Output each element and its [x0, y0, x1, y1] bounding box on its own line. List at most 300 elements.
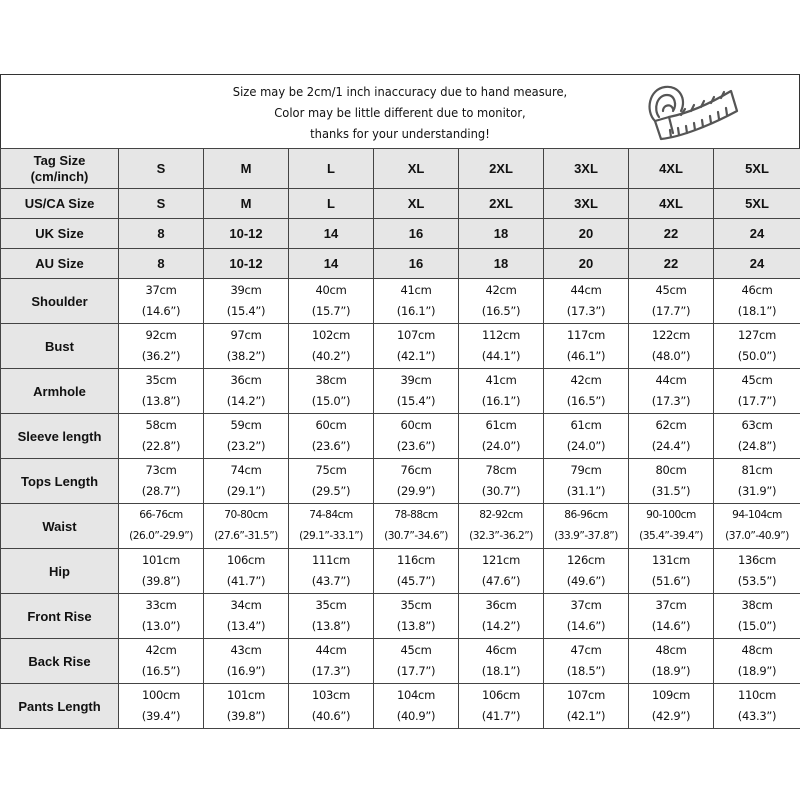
size-cell: 14 — [289, 219, 374, 249]
cm-value: 101cm — [142, 553, 180, 567]
measurement-label: Waist — [1, 504, 119, 549]
inch-value: (42.1”) — [566, 709, 606, 723]
measurement-cell — [204, 414, 289, 459]
measurement-row — [1, 639, 800, 684]
size-cell: 5XL — [714, 189, 800, 219]
inch-value: (37.0”-40.9”) — [725, 530, 789, 542]
measurement-cell — [629, 369, 714, 414]
inch-value: (53.5”) — [737, 574, 777, 588]
inch-value: (50.0”) — [737, 349, 777, 363]
inch-value: (13.8”) — [311, 619, 351, 633]
measurement-cell — [459, 369, 544, 414]
cm-value: 78cm — [485, 463, 517, 477]
size-row — [1, 189, 800, 219]
inch-value: (48.0”) — [651, 349, 691, 363]
inch-value: (23.2”) — [226, 439, 266, 453]
cm-value: 37cm — [655, 598, 687, 612]
measurement-cell — [374, 549, 459, 594]
measurement-cell — [119, 684, 204, 729]
inch-value: (51.6”) — [651, 574, 691, 588]
inch-value: (38.2”) — [226, 349, 266, 363]
measurement-cell — [459, 594, 544, 639]
measurement-cell — [289, 549, 374, 594]
inch-value: (14.6”) — [566, 619, 606, 633]
inch-value: (18.1”) — [481, 664, 521, 678]
measurement-row — [1, 369, 800, 414]
cm-value: 42cm — [145, 643, 177, 657]
measurement-cell — [629, 324, 714, 369]
size-cell: 24 — [714, 249, 800, 279]
inch-value: (47.6”) — [481, 574, 521, 588]
measurement-cell — [459, 414, 544, 459]
inch-value: (31.9”) — [737, 484, 777, 498]
row-label — [1, 149, 119, 189]
measurement-cell — [459, 549, 544, 594]
measurement-cell — [714, 504, 800, 549]
cm-value: 33cm — [145, 598, 177, 612]
cm-value: 60cm — [400, 418, 432, 432]
inch-value: (13.0”) — [141, 619, 181, 633]
measurement-cell — [119, 639, 204, 684]
measurement-row — [1, 324, 800, 369]
inch-value: (24.8”) — [737, 439, 777, 453]
inch-value: (27.6”-31.5”) — [214, 530, 278, 542]
cm-value: 45cm — [655, 283, 687, 297]
size-cell: 20 — [544, 249, 629, 279]
inch-value: (17.7”) — [651, 304, 691, 318]
measurement-cell — [289, 324, 374, 369]
measurement-cell — [119, 459, 204, 504]
cm-value: 121cm — [482, 553, 520, 567]
measurement-cell — [459, 324, 544, 369]
measurement-label: Pants Length — [1, 684, 119, 729]
measurement-row — [1, 684, 800, 729]
measurement-cell — [119, 594, 204, 639]
measurement-row — [1, 504, 800, 549]
cm-value: 63cm — [741, 418, 773, 432]
cm-value: 35cm — [145, 373, 177, 387]
cm-value: 106cm — [227, 553, 265, 567]
cm-value: 41cm — [400, 283, 432, 297]
inch-value: (40.6”) — [311, 709, 351, 723]
inch-value: (29.5”) — [311, 484, 351, 498]
inch-value: (43.3”) — [737, 709, 777, 723]
cm-value: 100cm — [142, 688, 180, 702]
inch-value: (41.7”) — [226, 574, 266, 588]
cm-value: 81cm — [741, 463, 773, 477]
measurement-cell — [374, 459, 459, 504]
inch-value: (13.8”) — [141, 394, 181, 408]
measurement-cell — [289, 504, 374, 549]
measurement-label: Shoulder — [1, 279, 119, 324]
inch-value: (35.4”-39.4”) — [639, 530, 703, 542]
size-cell: S — [119, 189, 204, 219]
measurement-row — [1, 594, 800, 639]
cm-value: 97cm — [230, 328, 262, 342]
inch-value: (15.0”) — [737, 619, 777, 633]
inch-value: (22.8”) — [141, 439, 181, 453]
inch-value: (18.9”) — [651, 664, 691, 678]
measurement-cell — [204, 639, 289, 684]
size-chart-table — [0, 148, 800, 729]
measurement-cell — [204, 549, 289, 594]
cm-value: 82-92cm — [479, 509, 523, 521]
row-label — [1, 189, 119, 219]
inch-value: (15.0”) — [311, 394, 351, 408]
measurement-cell — [629, 279, 714, 324]
inch-value: (23.6”) — [311, 439, 351, 453]
inch-value: (24.4”) — [651, 439, 691, 453]
cm-value: 45cm — [741, 373, 773, 387]
measurement-cell — [119, 324, 204, 369]
measurement-cell — [119, 504, 204, 549]
measurement-cell — [629, 684, 714, 729]
row-label-line-1: AU Size — [35, 255, 84, 271]
measurement-cell — [714, 549, 800, 594]
size-cell: 3XL — [544, 189, 629, 219]
cm-value: 44cm — [570, 283, 602, 297]
cm-value: 61cm — [570, 418, 602, 432]
inch-value: (44.1”) — [481, 349, 521, 363]
measurement-cell — [204, 684, 289, 729]
cm-value: 103cm — [312, 688, 350, 702]
inch-value: (15.7”) — [311, 304, 351, 318]
caption-line-1: Size may be 2cm/1 inch inaccuracy due to hand measure, — [232, 84, 568, 99]
cm-value: 75cm — [315, 463, 347, 477]
cm-value: 35cm — [400, 598, 432, 612]
cm-value: 41cm — [485, 373, 517, 387]
size-cell: 20 — [544, 219, 629, 249]
inch-value: (42.1”) — [396, 349, 436, 363]
size-cell: 22 — [629, 219, 714, 249]
cm-value: 35cm — [315, 598, 347, 612]
size-cell: M — [204, 189, 289, 219]
size-cell: M — [204, 149, 289, 189]
size-cell: L — [289, 189, 374, 219]
measurement-cell — [544, 279, 629, 324]
size-cell: 18 — [459, 219, 544, 249]
inch-value: (14.2”) — [481, 619, 521, 633]
measurement-cell — [204, 504, 289, 549]
measurement-label: Sleeve length — [1, 414, 119, 459]
cm-value: 107cm — [397, 328, 435, 342]
measurement-cell — [714, 369, 800, 414]
cm-value: 36cm — [485, 598, 517, 612]
inch-value: (30.7”) — [481, 484, 521, 498]
inch-value: (26.0”-29.9”) — [129, 530, 193, 542]
cm-value: 122cm — [652, 328, 690, 342]
measurement-cell — [714, 594, 800, 639]
size-cell: 10-12 — [204, 219, 289, 249]
cm-value: 60cm — [315, 418, 347, 432]
measurement-cell — [204, 459, 289, 504]
size-cell: 16 — [374, 219, 459, 249]
cm-value: 136cm — [738, 553, 776, 567]
cm-value: 76cm — [400, 463, 432, 477]
measurement-cell — [714, 684, 800, 729]
caption-box — [0, 74, 800, 149]
cm-value: 42cm — [485, 283, 517, 297]
size-cell: 8 — [119, 219, 204, 249]
inch-value: (16.1”) — [481, 394, 521, 408]
inch-value: (14.6”) — [651, 619, 691, 633]
measurement-cell — [459, 279, 544, 324]
inch-value: (24.0”) — [566, 439, 606, 453]
inch-value: (28.7”) — [141, 484, 181, 498]
size-cell: 8 — [119, 249, 204, 279]
cm-value: 39cm — [230, 283, 262, 297]
measurement-cell — [544, 369, 629, 414]
measurement-cell — [629, 414, 714, 459]
row-label-line-2: (cm/inch) — [30, 168, 89, 184]
cm-value: 47cm — [570, 643, 602, 657]
measurement-cell — [289, 414, 374, 459]
cm-value: 101cm — [227, 688, 265, 702]
inch-value: (17.3”) — [566, 304, 606, 318]
cm-value: 37cm — [570, 598, 602, 612]
cm-value: 73cm — [145, 463, 177, 477]
size-cell: L — [289, 149, 374, 189]
cm-value: 111cm — [312, 553, 350, 567]
measurement-cell — [629, 504, 714, 549]
measurement-cell — [204, 279, 289, 324]
inch-value: (41.7”) — [481, 709, 521, 723]
inch-value: (18.5”) — [566, 664, 606, 678]
measurement-cell — [714, 459, 800, 504]
cm-value: 102cm — [312, 328, 350, 342]
measurement-label: Hip — [1, 549, 119, 594]
inch-value: (17.3”) — [651, 394, 691, 408]
row-label-line-1: UK Size — [35, 225, 84, 241]
cm-value: 92cm — [145, 328, 177, 342]
measurement-cell — [629, 594, 714, 639]
measurement-cell — [714, 279, 800, 324]
size-row — [1, 249, 800, 279]
size-cell: 18 — [459, 249, 544, 279]
measurement-cell — [459, 684, 544, 729]
inch-value: (15.4”) — [396, 394, 436, 408]
measurement-label: Bust — [1, 324, 119, 369]
cm-value: 74-84cm — [309, 509, 353, 521]
measurement-row — [1, 459, 800, 504]
cm-value: 79cm — [570, 463, 602, 477]
measurement-cell — [119, 414, 204, 459]
cm-value: 45cm — [400, 643, 432, 657]
inch-value: (15.4”) — [226, 304, 266, 318]
cm-value: 66-76cm — [139, 509, 183, 521]
inch-value: (14.2”) — [226, 394, 266, 408]
inch-value: (29.9”) — [396, 484, 436, 498]
cm-value: 37cm — [145, 283, 177, 297]
inch-value: (18.1”) — [737, 304, 777, 318]
measurement-cell — [374, 684, 459, 729]
measurement-cell — [629, 549, 714, 594]
measurement-cell — [544, 504, 629, 549]
measurement-cell — [289, 459, 374, 504]
cm-value: 107cm — [567, 688, 605, 702]
cm-value: 36cm — [230, 373, 262, 387]
size-cell: 3XL — [544, 149, 629, 189]
measurement-cell — [544, 639, 629, 684]
inch-value: (49.6”) — [566, 574, 606, 588]
measurement-label: Armhole — [1, 369, 119, 414]
inch-value: (36.2”) — [141, 349, 181, 363]
inch-value: (33.9”-37.8”) — [554, 530, 618, 542]
cm-value: 48cm — [655, 643, 687, 657]
cm-value: 104cm — [397, 688, 435, 702]
measurement-cell — [289, 594, 374, 639]
measurement-cell — [374, 639, 459, 684]
measurement-cell — [544, 549, 629, 594]
cm-value: 42cm — [570, 373, 602, 387]
inch-value: (31.1”) — [566, 484, 606, 498]
measurement-cell — [289, 369, 374, 414]
measurement-label: Front Rise — [1, 594, 119, 639]
measurement-cell — [544, 684, 629, 729]
measurement-cell — [119, 369, 204, 414]
cm-value: 131cm — [652, 553, 690, 567]
inch-value: (14.6”) — [141, 304, 181, 318]
measurement-cell — [459, 459, 544, 504]
measurement-cell — [544, 324, 629, 369]
size-cell: XL — [374, 189, 459, 219]
cm-value: 127cm — [738, 328, 776, 342]
size-cell: 4XL — [629, 189, 714, 219]
cm-value: 44cm — [315, 643, 347, 657]
measurement-cell — [459, 504, 544, 549]
size-cell: 14 — [289, 249, 374, 279]
size-cell: 2XL — [459, 149, 544, 189]
row-label-line-1: Tag Size — [33, 152, 86, 168]
measurement-cell — [374, 414, 459, 459]
cm-value: 94-104cm — [732, 509, 782, 521]
size-cell: 22 — [629, 249, 714, 279]
inch-value: (23.6”) — [396, 439, 436, 453]
size-cell: 2XL — [459, 189, 544, 219]
inch-value: (29.1”) — [226, 484, 266, 498]
measurement-cell — [289, 639, 374, 684]
measurement-cell — [204, 594, 289, 639]
cm-value: 116cm — [397, 553, 435, 567]
cm-value: 106cm — [482, 688, 520, 702]
cm-value: 109cm — [652, 688, 690, 702]
measurement-cell — [544, 594, 629, 639]
caption-line-2: Color may be little different due to monitor, — [274, 105, 526, 120]
cm-value: 34cm — [230, 598, 262, 612]
inch-value: (17.7”) — [737, 394, 777, 408]
cm-value: 38cm — [315, 373, 347, 387]
caption-line-3: thanks for your understanding! — [310, 126, 490, 141]
measurement-cell — [204, 369, 289, 414]
inch-value: (40.2”) — [311, 349, 351, 363]
inch-value: (16.5”) — [141, 664, 181, 678]
cm-value: 39cm — [400, 373, 432, 387]
measurement-cell — [289, 279, 374, 324]
inch-value: (16.9”) — [226, 664, 266, 678]
inch-value: (40.9”) — [396, 709, 436, 723]
inch-value: (39.8”) — [141, 574, 181, 588]
cm-value: 126cm — [567, 553, 605, 567]
size-row — [1, 219, 800, 249]
cm-value: 112cm — [482, 328, 520, 342]
measurement-cell — [544, 414, 629, 459]
size-cell: 24 — [714, 219, 800, 249]
inch-value: (32.3”-36.2”) — [469, 530, 533, 542]
measurement-cell — [374, 504, 459, 549]
row-label — [1, 219, 119, 249]
size-cell: 5XL — [714, 149, 800, 189]
inch-value: (17.7”) — [396, 664, 436, 678]
cm-value: 58cm — [145, 418, 177, 432]
measurement-label: Tops Length — [1, 459, 119, 504]
measurement-cell — [459, 639, 544, 684]
cm-value: 46cm — [485, 643, 517, 657]
cm-value: 61cm — [485, 418, 517, 432]
measurement-cell — [714, 414, 800, 459]
size-row — [1, 149, 800, 189]
cm-value: 38cm — [741, 598, 773, 612]
measurement-cell — [374, 369, 459, 414]
measurement-row — [1, 279, 800, 324]
cm-value: 43cm — [230, 643, 262, 657]
cm-value: 40cm — [315, 283, 347, 297]
measurement-cell — [374, 594, 459, 639]
inch-value: (18.9”) — [737, 664, 777, 678]
inch-value: (13.4”) — [226, 619, 266, 633]
inch-value: (45.7”) — [396, 574, 436, 588]
inch-value: (16.1”) — [396, 304, 436, 318]
measurement-cell — [629, 639, 714, 684]
inch-value: (42.9”) — [651, 709, 691, 723]
measurement-cell — [374, 279, 459, 324]
cm-value: 110cm — [738, 688, 776, 702]
cm-value: 78-88cm — [394, 509, 438, 521]
size-cell: 16 — [374, 249, 459, 279]
inch-value: (16.5”) — [481, 304, 521, 318]
measurement-cell — [204, 324, 289, 369]
measurement-row — [1, 549, 800, 594]
measurement-cell — [289, 684, 374, 729]
cm-value: 44cm — [655, 373, 687, 387]
inch-value: (29.1”-33.1”) — [299, 530, 363, 542]
measurement-cell — [544, 459, 629, 504]
cm-value: 86-96cm — [564, 509, 608, 521]
measurement-row — [1, 414, 800, 459]
inch-value: (30.7”-34.6”) — [384, 530, 448, 542]
cm-value: 70-80cm — [224, 509, 268, 521]
cm-value: 117cm — [567, 328, 605, 342]
cm-value: 59cm — [230, 418, 262, 432]
inch-value: (13.8”) — [396, 619, 436, 633]
inch-value: (46.1”) — [566, 349, 606, 363]
measuring-tape-icon — [641, 81, 741, 145]
cm-value: 90-100cm — [646, 509, 696, 521]
inch-value: (17.3”) — [311, 664, 351, 678]
measurement-label: Back Rise — [1, 639, 119, 684]
cm-value: 74cm — [230, 463, 262, 477]
inch-value: (16.5”) — [566, 394, 606, 408]
size-cell: 4XL — [629, 149, 714, 189]
cm-value: 80cm — [655, 463, 687, 477]
row-label — [1, 249, 119, 279]
measurement-cell — [119, 549, 204, 594]
row-label-line-1: US/CA Size — [24, 195, 95, 211]
measurement-cell — [629, 459, 714, 504]
measurement-cell — [374, 324, 459, 369]
inch-value: (43.7”) — [311, 574, 351, 588]
inch-value: (24.0”) — [481, 439, 521, 453]
measurement-cell — [714, 324, 800, 369]
